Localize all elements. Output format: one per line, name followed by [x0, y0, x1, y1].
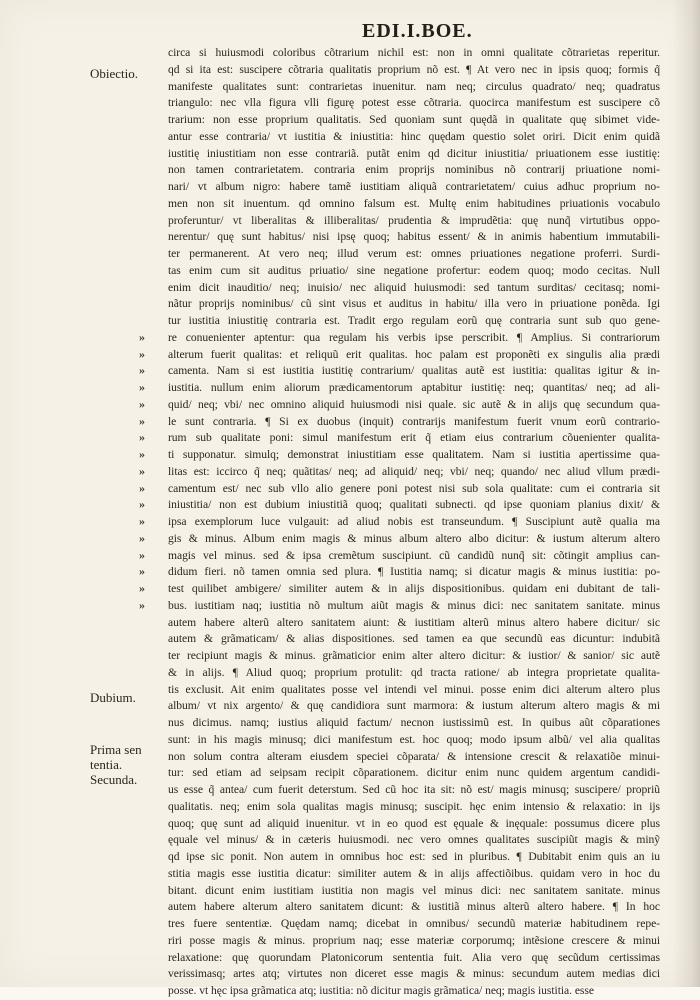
text-line: triangulo: nec vlla figura vlli figurę potest esse cõtraria. quocirca manifestum est suscipere cõ — [168, 96, 660, 110]
text-line: gis & minus. Album enim magis & minus album altero albo dicitur: & iustum alterum altero — [168, 531, 660, 545]
text-line: nari/ vt album nigro: habere tamẽ iustitiam aliquã contrarietatem/ cuius adhuc proprium no- — [168, 180, 660, 193]
text-line: qd ipse sic ponit. Non autem in omnibus hoc est: sed in pluribus. ¶ Dubitabit enim quis an iu — [168, 850, 660, 863]
text-line: qd si ita est: suscipere cõtraria qualitatis proprium nõ est. ¶ At vero nec in ipsis quoq; formis q̃ — [168, 62, 660, 76]
margin-note-obiectio: Obiectio. — [90, 66, 139, 81]
text-line: le sunt contraria. ¶ Si ex duobus (inquit) contrarijs manifestum fuerit vnum eorũ contrario- — [168, 414, 660, 428]
text-line: camenta. Nam si est iustitia iustitię contrarium/ qualitas autẽ est iustitia: qualitas igitur & in- — [168, 364, 660, 378]
pointer-mark: » — [139, 597, 144, 612]
text-line: autem habere alterũ altero sanitatem aiunt: & iustitiam alterũ minus altero habere dicitur/ sic — [168, 615, 660, 629]
text-line: ęquale vel minus/ & in cæteris huiusmodi. nec vero omnes qualitates suscipiũt magis & minỹ — [168, 833, 660, 847]
text-line: non solum contra alteram eiusdem speciei cõparata/ & intensione crescit & relaxatiõe minui- — [168, 749, 660, 763]
text-line: ti supponatur. simulq; demonstrat iniustitiam esse qualitatem. Nam si iustitia apertissime qua- — [168, 448, 660, 461]
pointer-mark: » — [139, 430, 144, 445]
text-line: litas est: iccirco q̃ neq; quãtitas/ neq; ad aliquid/ neq; vbi/ neq; quando/ nec aliud vllum prædi- — [168, 464, 660, 478]
text-line: tas enim cum sit auditus priuatio/ sine negatione profertur: eodem quoq; modo cecitas. Null — [168, 263, 660, 277]
pointer-mark: » — [139, 547, 144, 562]
text-line: ter recipiunt magis & minus. grãmaticior enim alter altero dicitur: & iustior/ & sanior/ sic autẽ — [168, 649, 660, 662]
text-line: iustitia. nullum enim aliorum prædicamentorum aptabitur iustitię: neq; quantitas/ neq; ad ali- — [168, 381, 660, 394]
text-line: enim dicit inauditio/ neq; inuisio/ nec aliquid huiusmodi: sed tantum surditas/ cecitasq; nomi- — [168, 280, 660, 294]
pointer-mark: » — [139, 447, 144, 461]
margin-note-prima-sententia-1: Prima sen — [90, 742, 142, 757]
pointer-mark: » — [139, 480, 144, 495]
text-line: didum fieri. nõ tamen omnia sed plura. ¶ Iustitia namq; si dicatur magis & minus iustitia: po- — [168, 565, 660, 579]
text-line: riri posse magis & minus. proprium naq; esse materiæ corporumq; intẽsione crescere & minui — [168, 933, 660, 947]
text-line: nãtur proprijs nominibus/ cũ sint visus et auditus in habitu/ illa vero in priuatione ponẽda. Igi — [168, 297, 660, 311]
pointer-mark: » — [139, 581, 144, 595]
text-line: antur esse contraria/ vt iustitia & iniustitia: hinc quędam questio solet oriri. Dicit enim quidã — [168, 129, 660, 143]
text-line: us esse q̃ antea/ cum fuerit deterstum. Sed cũ hoc ita sit: nõ est/ magis minusq; suscipere/ propriũ — [168, 783, 660, 796]
text-line: proferuntur/ vt liberalitas & illiberalitas/ prudentia & imprudẽtia: quę nunq̃ virtutibus oppo- — [168, 213, 660, 227]
pointer-mark: » — [139, 463, 144, 478]
text-line: ipsa exemplorum luce vulgauit: ad aliud nobis est transeundum. ¶ Suscipiunt autẽ qualia ma — [168, 515, 660, 528]
text-line: bus. iustitiam naq; iustitia nõ multum aiũt magis & minus dici: nec sanitatem sanitate. minus — [168, 598, 660, 612]
text-line: stitia magis esse iustitia dicatur: similiter autem & in alijs affectiõibus. quidam vero in hoc du — [168, 866, 660, 880]
text-line: quid/ neq; vbi/ nec omnino aliquid huiusmodi nisi quale. sic autẽ & in alijs quę secundum qua- — [168, 397, 660, 411]
pointer-mark: » — [139, 380, 144, 394]
main-text-block — [168, 45, 660, 1000]
text-line: rum sub qualitate poni: simul manifestum erit q̃ etiam eius contrarium cõuenienter qualita- — [168, 431, 660, 445]
margin-note-prima-sententia-2: tentia. — [90, 757, 123, 772]
text-line: verissimasq; artes atq; virtutes non diceret esse magis & minus: secundum autem medias dici — [168, 967, 660, 981]
text-line: tis exclusit. Ait enim qualitates posse vel intendi vel minui. posse enim dici alterum altero plus — [168, 682, 660, 696]
text-line: non tamen contrarietatem. contraria enim proprijs nominibus nõ contrarij priuatione nomi- — [168, 163, 660, 177]
text-line: re conuenienter aptentur: qua regulam his verbis ipse perscribit. ¶ Amplius. Si contrariorum — [168, 330, 660, 344]
text-line: iustitię iniustitiam non esse contrariã. putãt enim qd dicitur iniustitia/ priuationem esse iustitię: — [168, 146, 660, 160]
text-line: circa si huiusmodi coloribus cõtrarium nichil est: non in omni qualitate cõtrarietas reperitur. — [168, 46, 660, 59]
pointer-mark: » — [139, 363, 144, 378]
page-fold-shadow — [672, 0, 700, 987]
pointer-mark: » — [139, 497, 144, 512]
text-line: autem & grãmaticam/ & alias dispositiones. sed tamen ea que secundũ eas dicuntur: indubitã — [168, 632, 660, 646]
text-line: camentum est/ nec sub vllo alio genere poni potest nisi sub sola qualitate: cum ei contraria sit — [168, 481, 660, 495]
text-line: qualitatis. neq; enim sola qualitas magis minusq; suscipit. hęc enim intensio & relaxatio: in ijs — [168, 799, 660, 813]
pointer-mark: » — [139, 396, 144, 411]
text-line: trarium: non esse proprium qualitatis. Sed quoniam sunt quędã in qualitate quę sibimet vide- — [168, 113, 660, 126]
pointer-mark: » — [139, 530, 144, 545]
text-line: nerentur/ quę sunt habitus/ nisi ipsę quoq; habitus essent/ & in animis habentium immutabili- — [168, 230, 660, 244]
margin-note-dubium: Dubium. — [90, 690, 136, 705]
text-line: manifeste qualitates sunt: contrarietas inuenitur. nam neq; circulus quadrato/ neq; quadratus — [168, 79, 660, 93]
pointer-mark: » — [139, 564, 144, 579]
text-line: sunt: in his magis minusq; dici manifestum est. hoc quoq; modo ipsum albũ/ vel alia qualitas — [168, 732, 660, 746]
text-line: men non sit inuentum. qd omnino falsum est. Multę enim habitudines priuationis vocabulo — [168, 196, 660, 210]
text-line: autem habere alterum altero sanitatem dicunt: & iustitiã minus alterũ altero habere. ¶ In hoc — [168, 900, 660, 914]
pointer-mark: » — [139, 514, 144, 528]
text-line: bitant. dicunt enim iustitiam iustitia non magis vel minus dici: nec sanitatem sanitate. minus — [168, 883, 660, 897]
text-line: ter permanerent. At vero neq; illud verum est: omnes priuationes negatione proferri. Surdi- — [168, 247, 660, 260]
text-line: test quilibet ambigere/ similiter autem & in alijs dispositionibus. quidam eni dubitant de tali- — [168, 582, 660, 595]
text-line: magis vel minus. sed & ipsa cremẽtum suscipiunt. cũ candidũ nunq̃ sit: cõtingit amplius can- — [168, 548, 660, 562]
text-line: relaxatione: quę quorundam Platonicorum sententia fuit. Alia vero quę secũdum certissimas — [168, 950, 660, 964]
text-line: album/ vt nix argento/ & quę candidiora sunt marmora: & iustum alterum altero magis & mi — [168, 699, 660, 713]
text-line: iniustitia/ non est dubium iniustitiã quoq; qualitati subnecti. qd ipse quoniam planius dixit/ & — [168, 498, 660, 512]
text-line: alterum fuerit qualitas: et reliquũ erit qualitas. hoc palam est proponẽti ex singulis alia prædi — [168, 347, 660, 361]
text-line: tur: sed etiam ad seipsam recipit cõparationem. dicitur enim nunc quidem argentum candidi- — [168, 766, 660, 780]
text-line: quoq; quę sunt ad aliquid inuenitur. vt in eo quod est ęquale & inęquale: possumus dicere plus — [168, 816, 660, 830]
running-head: EDI.I.BOE. — [362, 20, 473, 42]
pointer-mark: » — [139, 329, 144, 344]
text-line: tres fuere sententiæ. Quędam namq; dicebat in omnibus/ secundũ materiæ habitudinem repe- — [168, 917, 660, 930]
text-line: posse. vt hęc ipsa grãmatica atq; iustitia: nõ dicitur magis grãmatica/ neq; magis iustitia. esse — [168, 984, 594, 997]
text-line: tur iustitia iniustitię contraria est. Tradit ergo regulam eorũ quę contraria sunt sub quo gene- — [168, 314, 660, 327]
pointer-mark: » — [139, 346, 144, 361]
text-line: & in alijs. ¶ Aliud quoq; proprium protulit: qd tracta ratione/ ab integra proprietate qualita- — [168, 665, 660, 679]
margin-note-secunda: Secunda. — [90, 772, 138, 787]
text-line: nus dicimus. namq; iustius aliquid factum/ necnon iustissimũ est. In quibus aũt cõparationes — [168, 716, 660, 729]
pointer-mark: » — [139, 413, 144, 428]
